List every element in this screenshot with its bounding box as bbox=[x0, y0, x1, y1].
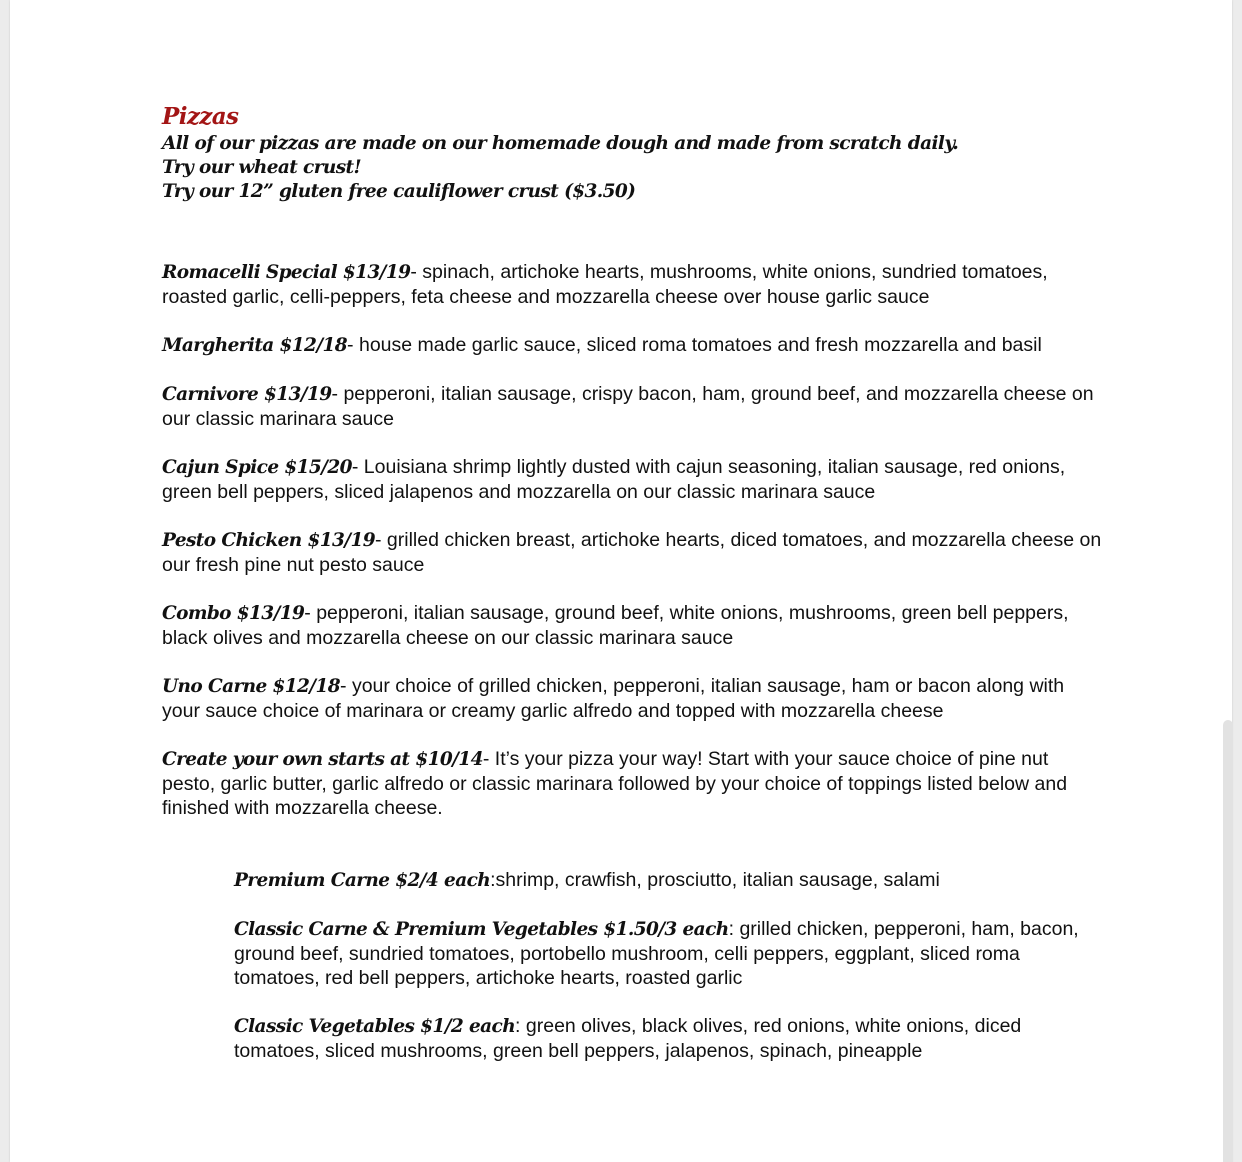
pizza-separator: - bbox=[410, 261, 423, 283]
pizza-description: your choice of grilled chicken, pepperoni, italian sausage, ham or bacon along with your sauce choice of marinara or creamy garlic alfredo and topped with mozzarella cheese bbox=[162, 675, 1065, 722]
pizza-name: Create your own starts at $10/14 bbox=[162, 749, 483, 770]
pizza-description: pepperoni, italian sausage, crispy bacon, ham, ground beef, and mozzarella cheese on our classic marinara sauce bbox=[162, 383, 1094, 430]
pizza-item bbox=[162, 260, 1102, 309]
pizza-separator: - bbox=[482, 748, 495, 770]
pizza-description: spinach, artichoke hearts, mushrooms, white onions, sundried tomatoes, roasted garlic, celli-peppers, feta cheese and mozzarella cheese over house garlic sauce bbox=[162, 261, 1048, 308]
pizza-description: house made garlic sauce, sliced roma tomatoes and fresh mozzarella and basil bbox=[358, 334, 1042, 356]
intro-line: Try our wheat crust! bbox=[162, 157, 361, 178]
intro-line: All of our pizzas are made on our homemade dough and made from scratch daily. bbox=[162, 133, 959, 154]
pizza-item bbox=[162, 455, 1102, 504]
pizza-name: Pesto Chicken $13/19 bbox=[162, 530, 375, 551]
pizza-separator: - bbox=[340, 675, 352, 697]
vertical-scrollbar[interactable] bbox=[1223, 720, 1233, 1162]
topping-group-items: green olives, black olives, red onions, white onions, diced tomatoes, sliced mushrooms, green bell peppers, jalapenos, spinach, pineapple bbox=[234, 1015, 1022, 1062]
pizza-list bbox=[162, 260, 1102, 820]
pizza-description: grilled chicken breast, artichoke hearts, diced tomatoes, and mozzarella cheese on our fresh pine nut pesto sauce bbox=[162, 529, 1102, 576]
topping-group-name: Classic Carne & Premium Vegetables $1.50/3 each bbox=[234, 919, 729, 940]
pizza-item bbox=[162, 333, 1102, 358]
topping-separator: : bbox=[490, 869, 496, 891]
pizza-name: Romacelli Special $13/19 bbox=[162, 262, 411, 283]
document-page bbox=[10, 0, 1232, 1162]
topping-group bbox=[234, 917, 1102, 990]
pizza-separator: - bbox=[351, 456, 364, 478]
intro-line: Try our 12” gluten free cauliflower crust ($3.50) bbox=[162, 181, 636, 202]
pizza-description: It’s your pizza your way! Start with your sauce choice of pine nut pesto, garlic butter, garlic alfredo or classic marinara followed by your choice of toppings listed below and finished with mozzarella cheese. bbox=[162, 748, 1068, 819]
pizza-description: pepperoni, italian sausage, ground beef, white onions, mushrooms, green bell peppers, black olives and mozzarella cheese on our classic marinara sauce bbox=[162, 602, 1069, 649]
toppings-list bbox=[234, 868, 1102, 1063]
pizza-item bbox=[162, 382, 1102, 431]
pizza-item bbox=[162, 747, 1102, 820]
topping-group bbox=[234, 1014, 1102, 1063]
topping-separator: : bbox=[515, 1015, 526, 1037]
pizza-name: Carnivore $13/19 bbox=[162, 384, 332, 405]
topping-group-items: grilled chicken, pepperoni, ham, bacon, ground beef, sundried tomatoes, portobello mushroom, celli peppers, eggplant, sliced roma tomatoes, red bell peppers, artichoke hearts, roasted garlic bbox=[234, 918, 1079, 989]
pizza-item bbox=[162, 528, 1102, 577]
pizza-item bbox=[162, 601, 1102, 650]
pizza-name: Uno Carne $12/18 bbox=[162, 676, 341, 697]
pizza-name: Margherita $12/18 bbox=[162, 335, 348, 356]
pizza-item bbox=[162, 674, 1102, 723]
pizza-separator: - bbox=[331, 383, 344, 405]
topping-group-items: shrimp, crawfish, prosciutto, italian sausage, salami bbox=[495, 869, 940, 891]
topping-group-name: Classic Vegetables $1/2 each bbox=[234, 1016, 516, 1037]
topping-group bbox=[234, 868, 1102, 893]
pizza-name: Combo $13/19 bbox=[162, 603, 305, 624]
pizza-separator: - bbox=[304, 602, 317, 624]
pizza-description: Louisiana shrimp lightly dusted with cajun seasoning, italian sausage, red onions, green bell peppers, sliced jalapenos and mozzarella on our classic marinara sauce bbox=[162, 456, 1066, 503]
menu-content bbox=[162, 102, 1102, 1087]
topping-separator: : bbox=[728, 918, 740, 940]
pizza-name: Cajun Spice $15/20 bbox=[162, 457, 352, 478]
section-title: Pizzas bbox=[162, 103, 239, 130]
topping-group-name: Premium Carne $2/4 each bbox=[234, 870, 491, 891]
pizza-separator: - bbox=[375, 529, 387, 551]
pizza-separator: - bbox=[347, 334, 359, 356]
